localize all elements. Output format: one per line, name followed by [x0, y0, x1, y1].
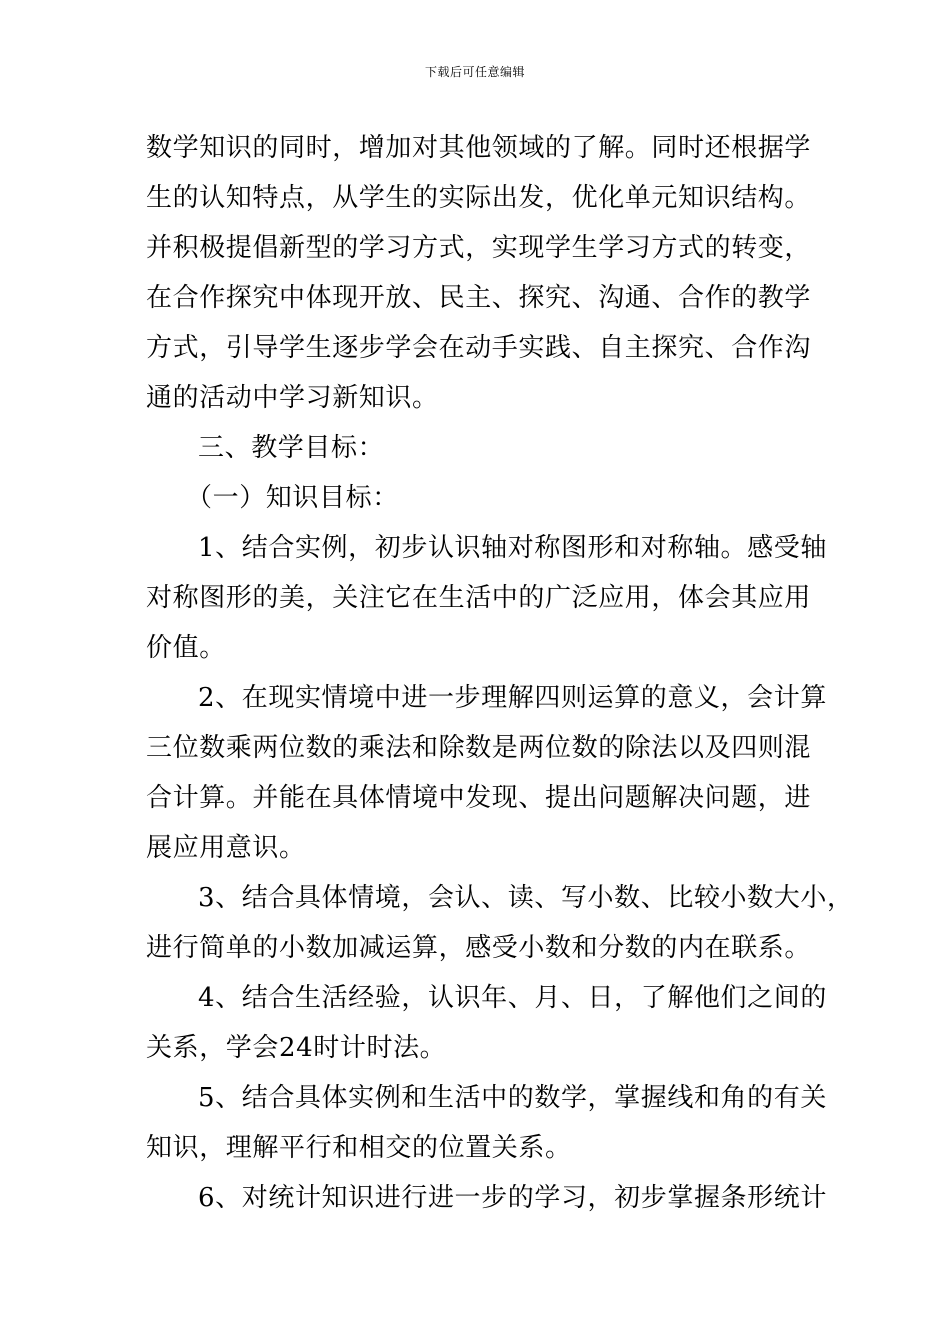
- body-line: 对称图形的美，关注它在生活中的广泛应用，体会其应用: [146, 583, 812, 613]
- document-body: [146, 123, 854, 1223]
- body-line: 生的认知特点，从学生的实际出发，优化单元知识结构。: [146, 183, 812, 213]
- body-line: 关系，学会24时计时法。: [146, 1033, 447, 1063]
- section-heading: 三、教学目标：: [198, 433, 385, 463]
- body-line: 数学知识的同时，增加对其他领域的了解。同时还根据学: [146, 133, 812, 163]
- subsection-heading: （一）知识目标：: [186, 483, 399, 513]
- body-line: 3、结合具体情境，会认、读、写小数、比较小数大小，: [198, 883, 854, 913]
- body-line: 通的活动中学习新知识。: [146, 383, 439, 413]
- body-line: 1、结合实例，初步认识轴对称图形和对称轴。感受轴: [198, 533, 827, 563]
- body-line: 合计算。并能在具体情境中发现、提出问题解决问题，进: [146, 783, 812, 813]
- body-line: 并积极提倡新型的学习方式，实现学生学习方式的转变，: [146, 233, 812, 263]
- body-line: 价值。: [146, 633, 226, 663]
- body-line: 6、对统计知识进行进一步的学习，初步掌握条形统计: [198, 1183, 827, 1213]
- body-line: 三位数乘两位数的乘法和除数是两位数的除法以及四则混: [146, 733, 812, 763]
- body-line: 4、结合生活经验，认识年、月、日，了解他们之间的: [198, 983, 827, 1013]
- body-line: 5、结合具体实例和生活中的数学，掌握线和角的有关: [198, 1083, 827, 1113]
- body-line: 方式，引导学生逐步学会在动手实践、自主探究、合作沟: [146, 333, 812, 363]
- body-line: 2、在现实情境中进一步理解四则运算的意义，会计算: [198, 683, 827, 713]
- body-line: 展应用意识。: [146, 833, 306, 863]
- body-line: 进行简单的小数加减运算，感受小数和分数的内在联系。: [146, 933, 812, 963]
- body-line: 在合作探究中体现开放、民主、探究、沟通、合作的教学: [146, 283, 812, 313]
- body-line: 知识，理解平行和相交的位置关系。: [146, 1133, 572, 1163]
- page-header: 下载后可任意编辑: [424, 65, 525, 79]
